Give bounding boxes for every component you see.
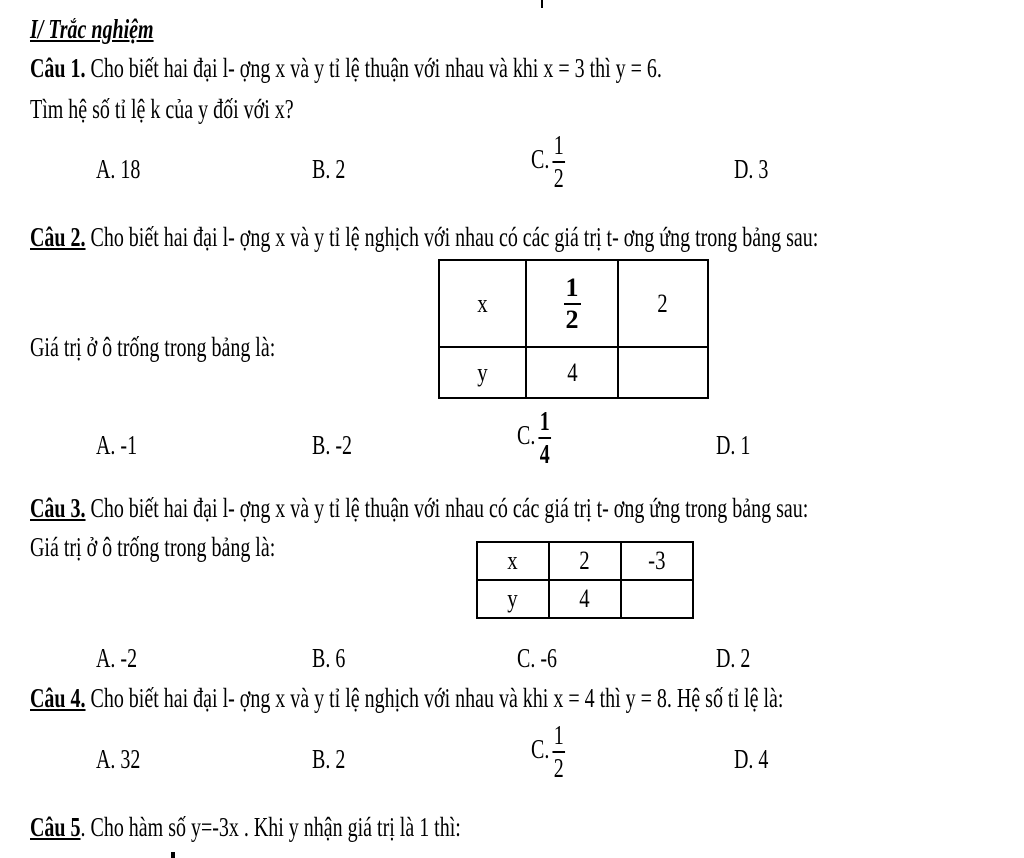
q3-option-b: B. 6 [312,643,346,673]
question-3 [30,493,808,524]
question-1-text: Cho biết hai đại l- ợng x và y tỉ lệ thuận với nhau và khi x = 3 thì y = 6. [85,53,662,83]
q2-option-d: D. 1 [716,430,751,460]
q2-table-cell: $\frac{1}{2}$ [526,260,617,347]
q1-option-b: B. 2 [312,154,346,184]
top-tick-mark [541,0,543,8]
q3-table-cell: y [477,580,549,618]
q2-table-cell: y [439,347,526,398]
q3-option-c: C. -6 [517,643,557,673]
question-5 [30,812,461,843]
question-2-label: Câu 2. [30,222,86,252]
q1-option-c [531,132,565,192]
q4-option-b: B. 2 [312,744,346,774]
q2-table-cell: x [439,260,526,347]
question-1-label: Câu 1. [30,53,86,83]
q2-option-c-prefix: C. [517,420,536,451]
question-3-table [476,541,694,619]
q2-option-c-fraction: $\frac{1}{4}$ [539,406,550,469]
q1-option-a: A. 18 [96,154,141,184]
q4-option-c-fraction: $\frac{1}{2}$ [553,720,564,783]
q3-option-a: A. -2 [96,643,138,673]
q4-option-c-prefix: C. [531,734,550,765]
q3-table-cell: x [477,542,549,580]
q3-table-cell: 4 [549,580,621,618]
question-2-table [438,259,709,399]
q4-option-a: A. 32 [96,744,141,774]
q2-table-cell: 2 [618,260,708,347]
question-1 [30,53,662,84]
q3-table-cell: -3 [621,542,693,580]
question-4-text: Cho biết hai đại l- ợng x và y tỉ lệ nghịch với nhau và khi x = 4 thì y = 8. Hệ số tỉ lệ là: [85,683,784,713]
question-1-text2: Tìm hệ số tỉ lệ k của y đối với x? [30,94,294,124]
q3-table-cell-empty [621,580,693,618]
bottom-tick-mark [171,852,175,858]
q2-table-cell: 4 [526,347,617,398]
q2-option-a: A. -1 [96,430,138,460]
question-2-text: Cho biết hai đại l- ợng x và y tỉ lệ nghịch với nhau có các giá trị t- ơng ứng trong bảng sau: [85,222,819,252]
question-3-text: Cho biết hai đại l- ợng x và y tỉ lệ thuận với nhau có các giá trị t- ơng ứng trong bảng sau: [85,493,809,523]
q3-option-d: D. 2 [716,643,751,673]
q2-table-cell-empty [618,347,708,398]
question-3-side-text: Giá trị ở ô trống trong bảng là: [30,532,276,562]
q2-option-b: B. -2 [312,430,352,460]
q4-option-d: D. 4 [734,744,769,774]
question-3-label: Câu 3. [30,493,86,523]
q1-option-d: D. 3 [734,154,769,184]
q2-option-c [517,408,551,468]
q3-table-cell: 2 [549,542,621,580]
question-5-label: Câu 5 [30,812,81,842]
question-4 [30,683,783,714]
q1-option-c-prefix: C. [531,144,550,175]
section-title: I/ Trắc nghiệm [30,14,154,44]
q1-option-c-fraction: $\frac{1}{2}$ [553,130,564,193]
q4-option-c [531,722,565,782]
question-4-label: Câu 4. [30,683,86,713]
question-2 [30,222,818,253]
question-2-side-text: Giá trị ở ô trống trong bảng là: [30,332,276,362]
question-5-text: . Cho hàm số y=-3x . Khi y nhận giá trị là 1 thì: [80,812,461,842]
